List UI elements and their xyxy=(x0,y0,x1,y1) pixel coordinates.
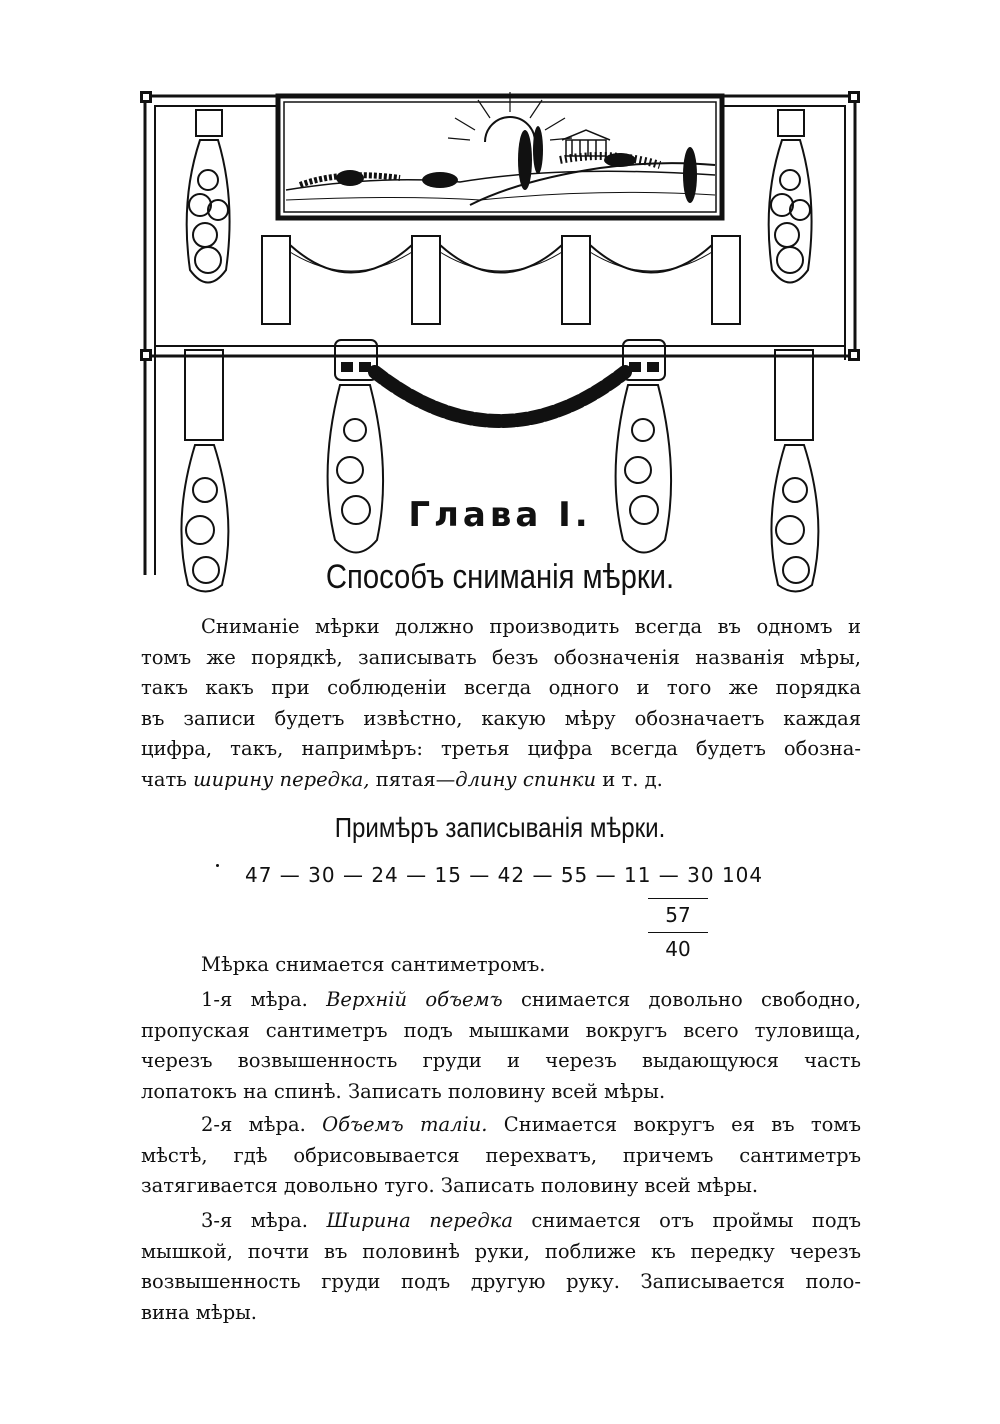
chapter-title: Способъ сниманія мѣрки. xyxy=(325,558,675,596)
emphasis: длину спинки xyxy=(455,767,597,791)
landscape-scene xyxy=(286,92,715,205)
text-line: такъ какъ при соблюденіи всегда одного и того же порядка xyxy=(141,676,861,699)
text-line: затягивается довольно туго. Записать половину всей мѣры. xyxy=(141,1174,759,1197)
text-line: мышкой, почти въ половинѣ руки, поближе къ передку черезъ xyxy=(141,1239,861,1263)
text-line: Сниманіе мѣрки должно производить всегда въ одномъ и xyxy=(201,615,861,638)
text-line: цифра, такъ, напримѣръ: третья цифра всегда будетъ обозна- xyxy=(141,737,861,760)
text-line: чать ширину передка, пятая—длину спинки и т. д. xyxy=(141,767,663,791)
emphasis: Объемъ таліи. xyxy=(322,1113,488,1136)
text-line: вина мѣры. xyxy=(141,1300,257,1324)
stray-dot xyxy=(216,864,219,867)
text-line: 2-я мѣра. Объемъ таліи. Снимается вокругъ ея въ томъ xyxy=(201,1113,861,1136)
text-line: 3-я мѣра. Ширина передка снимается отъ проймы подъ xyxy=(201,1209,862,1232)
example-heading: Примѣръ записыванія мѣрки. xyxy=(334,812,666,843)
draped-panels xyxy=(262,236,740,324)
frame-left-outer xyxy=(145,96,280,575)
measure-1-paragraph xyxy=(141,985,861,1107)
intro-paragraph xyxy=(141,612,861,795)
text-line: въ записи будетъ извѣстно, какую мѣру обозначаетъ каждая xyxy=(141,706,861,730)
text-line: Мѣрка снимается сантиметромъ. xyxy=(201,953,546,976)
measurement-sub-1: 57 xyxy=(648,898,708,927)
fruit-garland xyxy=(181,340,818,592)
text-line: лопатокъ на спинѣ. Записать половину всей мѣры. xyxy=(141,1079,666,1103)
text-line: возвышенность груди подъ другую руку. Записывается поло- xyxy=(141,1270,861,1293)
tape-note xyxy=(141,950,641,981)
emphasis: Ширина передка xyxy=(326,1209,513,1232)
text-line: пропуская сантиметръ подъ мышками вокругъ всего туловища, xyxy=(141,1018,861,1042)
text-line: томъ же порядкѣ, записывать безъ обозначенія названія мѣры, xyxy=(141,645,861,669)
text-line: мѣстѣ, гдѣ обрисовывается перехватъ, причемъ сантиметръ xyxy=(141,1143,861,1167)
text-line: 1-я мѣра. Верхній объемъ снимается довольно свободно, xyxy=(201,988,862,1011)
measure-2-paragraph xyxy=(141,1110,861,1202)
text-line: черезъ возвышенность груди и черезъ выдающуюся часть xyxy=(141,1049,861,1072)
measurement-sequence: 47 — 30 — 24 — 15 — 42 — 55 — 11 — 30 104 xyxy=(245,863,764,887)
measurement-sub-2: 40 xyxy=(648,932,708,961)
emphasis: Верхній объемъ xyxy=(326,988,503,1011)
measure-3-paragraph xyxy=(141,1206,861,1328)
chapter-heading: Глава I. xyxy=(408,495,592,535)
emphasis: ширину передка, xyxy=(193,767,370,791)
